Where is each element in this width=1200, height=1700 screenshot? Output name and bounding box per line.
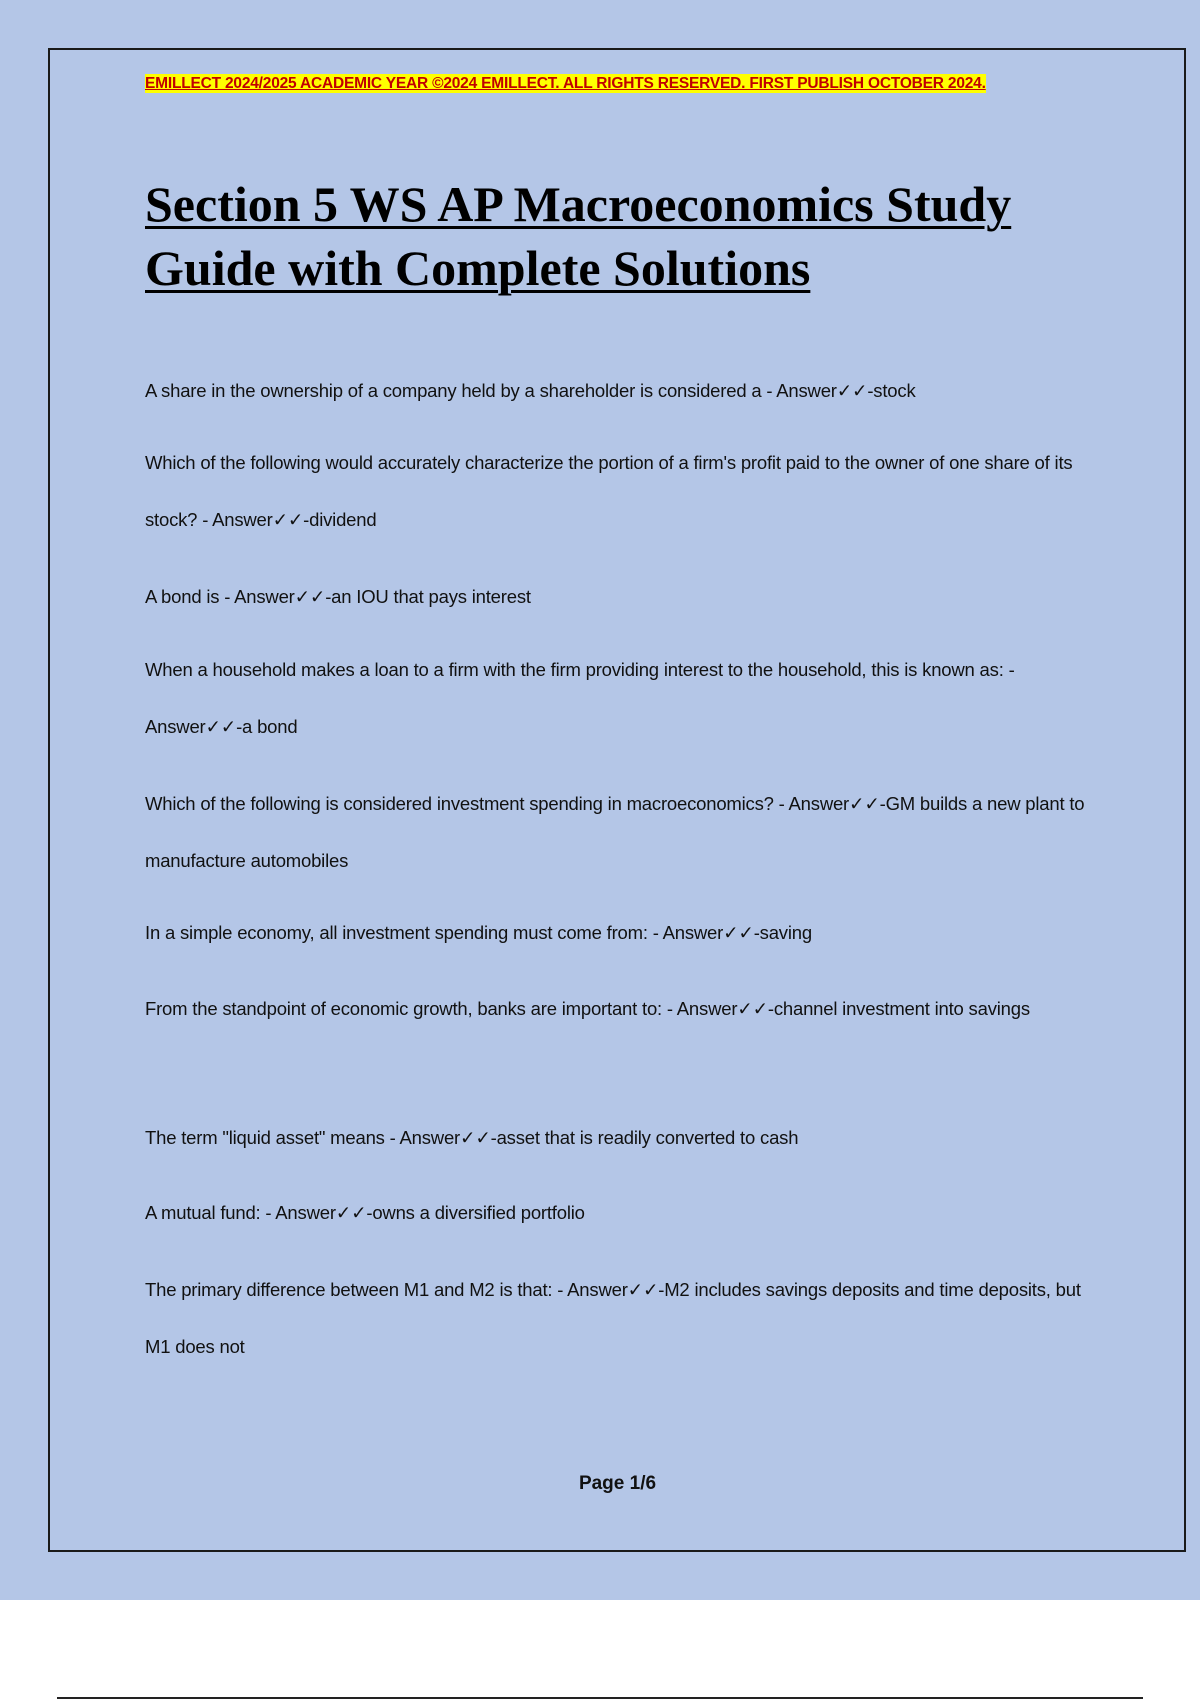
qa-item-9: A mutual fund: - Answer✓✓-owns a diversified portfolio: [145, 1202, 585, 1223]
qa-item-2: Which of the following would accurately characterize the portion of a firm's profit paid to the owner of one share of its stock? - Answer✓✓-dividend: [145, 452, 1073, 530]
title-line-1: Section 5 WS AP Macroeconomics Study: [145, 176, 1012, 232]
qa-item-5: Which of the following is considered investment spending in macroeconomics? - Answer✓✓-GM builds a new plant to manufacture automobiles: [145, 793, 1085, 871]
qa-item-1: A share in the ownership of a company held by a shareholder is considered a - Answer✓✓-stock: [145, 380, 916, 401]
qa-item-8: The term "liquid asset" means - Answer✓✓-asset that is readily converted to cash: [145, 1127, 799, 1148]
copyright-banner: EMILLECT 2024/2025 ACADEMIC YEAR ©2024 EMILLECT. ALL RIGHTS RESERVED. FIRST PUBLISH OCTOBER 2024.: [145, 75, 986, 92]
qa-item-3: A bond is - Answer✓✓-an IOU that pays interest: [145, 586, 531, 607]
qa-item-7: From the standpoint of economic growth, banks are important to: - Answer✓✓-channel investment into savings: [145, 998, 1030, 1019]
qa-item-6: In a simple economy, all investment spending must come from: - Answer✓✓-saving: [145, 922, 812, 943]
qa-item-10: The primary difference between M1 and M2 is that: - Answer✓✓-M2 includes savings deposits and time deposits, but M1 does not: [145, 1279, 1081, 1357]
qa-item-4: When a household makes a loan to a firm with the firm providing interest to the household, this is known as: - Answer✓✓-a bond: [145, 659, 1015, 737]
title-line-2: Guide with Complete Solutions: [145, 240, 811, 296]
document-title: [145, 172, 1145, 300]
next-page-divider: [57, 1697, 1143, 1699]
page-number: Page 1/6: [578, 1473, 657, 1494]
